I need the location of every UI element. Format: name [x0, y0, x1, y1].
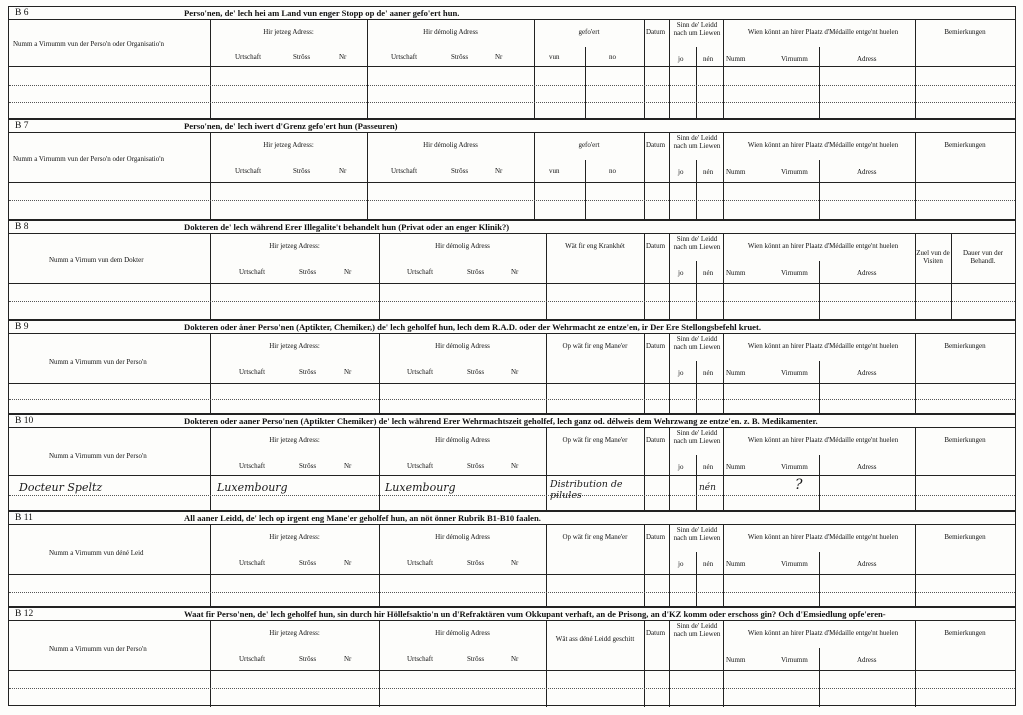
- header-nr: Nr: [339, 167, 347, 175]
- header-bemierkungen: Bemierkungen: [944, 342, 986, 350]
- section-b9: [8, 320, 1016, 414]
- header-numm: Numm: [726, 168, 746, 176]
- header-current-address: Hir jetzeg Adress:: [263, 141, 314, 149]
- header-numm: Numm: [726, 369, 746, 377]
- header-adress: Adress: [857, 463, 877, 471]
- header-current-address: Hir jetzeg Adress:: [269, 533, 320, 541]
- section-title: Dokteren oder aaner Perso'nen (Aptikter Chemiker) de' lech während Erer Wehrmachtszeit geholfef, lech ganz od. délweis dem Wehrzwang ze entze'en. z. B. Medikamenter.: [184, 416, 818, 426]
- section-b10: [8, 414, 1016, 511]
- entry-current-town: Luxembourg: [217, 481, 288, 494]
- header-nr: Nr: [495, 53, 503, 61]
- header-stross: Strôss: [293, 167, 311, 175]
- header-sinn: Sinn de' Leidd nach um Liewen: [673, 21, 721, 37]
- header-old-address: Hir démolig Adress: [435, 436, 490, 444]
- header-name: Numm a Virnum vun dem Dokter: [49, 256, 144, 264]
- header-urtschaft: Urtschaft: [235, 53, 262, 61]
- entry-manoeuvre: Distribution de pilules: [550, 479, 623, 501]
- section-b9-header: [9, 321, 1015, 334]
- header-manoeuvre: Op wät fir eng Mane'er: [562, 342, 628, 350]
- header-current-address: Hir jetzeg Adress:: [269, 436, 320, 444]
- header-old-address: Hir démolig Adress: [423, 141, 478, 149]
- header-nr: Nr: [511, 368, 519, 376]
- section-id: B 12: [15, 609, 34, 619]
- header-vun: vun: [549, 167, 560, 175]
- header-datum: Datum: [646, 141, 666, 149]
- header-name: Numm a Virnumm vun der Perso'n oder Organisatio'n: [13, 40, 164, 48]
- header-bemierkungen: Bemierkungen: [944, 141, 986, 149]
- header-gefoert: gefo'ert: [578, 141, 600, 149]
- section-id: B 9: [15, 322, 29, 332]
- header-sinn: Sinn de' Leidd nach um Liewen: [673, 622, 721, 638]
- header-old-address: Hir démolig Adress: [435, 242, 490, 250]
- header-medaille: Wien könnt an hirer Plaatz d'Médaille entge'nt huelen: [747, 436, 899, 444]
- header-nen: nén: [703, 369, 714, 377]
- header-nen: nén: [703, 55, 714, 63]
- header-virnumm: Virnumm: [781, 168, 808, 176]
- header-bemierkungen: Bemierkungen: [944, 28, 986, 36]
- header-urtschaft: Urtschaft: [407, 368, 434, 376]
- header-stross: Strôss: [467, 655, 485, 663]
- section-title: Dokteren de' lech während Erer Illegalite't behandelt hun (Privat oder an enger Klinik?): [184, 222, 510, 232]
- header-nr: Nr: [511, 655, 519, 663]
- header-datum: Datum: [646, 533, 666, 541]
- header-numm: Numm: [726, 55, 746, 63]
- header-zuel-visiten: Zuel vun de Visiten: [916, 249, 950, 265]
- header-stross: Strôss: [451, 53, 469, 61]
- entry-doctor-name: Docteur Speltz: [19, 481, 103, 494]
- header-urtschaft: Urtschaft: [235, 167, 262, 175]
- section-title: Waat fir Perso'nen, de' lech geholfef hun, sin durch hir Höllefsaktio'n un d'Refraktären vum Okkupant verhaft, an de Prisong, an d'KZ komm oder erschoss gin? Och d'Emsiedlung opfe'eren-: [184, 609, 886, 619]
- header-virnumm: Virnumm: [781, 656, 808, 664]
- header-stross: Strôss: [299, 655, 317, 663]
- section-b7: [8, 119, 1016, 220]
- header-jo: jo: [678, 269, 684, 277]
- header-medaille: Wien könnt an hirer Plaatz d'Médaille entge'nt huelen: [747, 342, 899, 350]
- section-id: B 10: [15, 416, 34, 426]
- header-old-address: Hir démolig Adress: [435, 533, 490, 541]
- section-b8-header: [9, 221, 1015, 234]
- header-name: Numm a Virnumm vun der Perso'n oder Organisatio'n: [13, 155, 164, 163]
- header-nr: Nr: [495, 167, 503, 175]
- section-title: All aaner Leidd, de' lech op irgent eng Mane'er geholfef hun, an nöt önner Rubrik B1-B10 faalen.: [184, 513, 541, 523]
- header-sinn: Sinn de' Leidd nach um Liewen: [673, 335, 721, 351]
- header-vun: vun: [549, 53, 560, 61]
- header-stross: Strôss: [299, 462, 317, 470]
- section-id: B 11: [15, 513, 33, 523]
- header-urtschaft: Urtschaft: [407, 268, 434, 276]
- header-nr: Nr: [344, 268, 352, 276]
- header-stross: Strôss: [467, 268, 485, 276]
- header-nr: Nr: [344, 368, 352, 376]
- header-sinn: Sinn de' Leidd nach um Liewen: [673, 235, 721, 251]
- section-title: Perso'nen, de' lech hei am Land vun enger Stopp op de' aaner gefo'ert hun.: [184, 8, 460, 18]
- header-stross: Strôss: [293, 53, 311, 61]
- header-sinn: Sinn de' Leidd nach um Liewen: [673, 134, 721, 150]
- header-adress: Adress: [857, 560, 877, 568]
- header-medaille: Wien könnt an hirer Plaatz d'Médaille entge'nt huelen: [747, 533, 899, 541]
- header-urtschaft: Urtschaft: [239, 268, 266, 276]
- header-current-address: Hir jetzeg Adress:: [269, 242, 320, 250]
- header-jo: jo: [678, 168, 684, 176]
- section-b10-header: [9, 415, 1015, 428]
- header-urtschaft: Urtschaft: [239, 655, 266, 663]
- header-old-address: Hir démolig Adress: [423, 28, 478, 36]
- header-urtschaft: Urtschaft: [407, 462, 434, 470]
- header-dauer: Dauer vun der Behandl.: [962, 249, 1004, 265]
- header-stross: Strôss: [467, 368, 485, 376]
- header-numm: Numm: [726, 269, 746, 277]
- header-nen: nén: [703, 168, 714, 176]
- header-urtschaft: Urtschaft: [239, 559, 266, 567]
- header-datum: Datum: [646, 629, 666, 637]
- section-id: B 8: [15, 222, 29, 232]
- header-stross: Strôss: [299, 268, 317, 276]
- header-current-address: Hir jetzeg Adress:: [269, 629, 320, 637]
- section-b6: [8, 6, 1016, 119]
- entry-old-town: Luxembourg: [385, 481, 456, 494]
- header-current-address: Hir jetzeg Adress:: [269, 342, 320, 350]
- header-datum: Datum: [646, 28, 666, 36]
- header-name: Numm a Virnumm vun déné Leid: [49, 549, 144, 557]
- section-b12-header: [9, 608, 1015, 621]
- header-numm: Numm: [726, 560, 746, 568]
- header-adress: Adress: [857, 369, 877, 377]
- header-old-address: Hir démolig Adress: [435, 629, 490, 637]
- header-nr: Nr: [344, 655, 352, 663]
- header-nr: Nr: [344, 559, 352, 567]
- header-urtschaft: Urtschaft: [407, 655, 434, 663]
- section-b11-header: [9, 512, 1015, 525]
- section-b8: [8, 220, 1016, 320]
- header-adress: Adress: [857, 656, 877, 664]
- header-urtschaft: Urtschaft: [239, 368, 266, 376]
- header-nr: Nr: [511, 462, 519, 470]
- section-b6-header: [9, 7, 1015, 20]
- section-id: B 7: [15, 121, 29, 131]
- header-bemierkungen: Bemierkungen: [944, 629, 986, 637]
- header-leidd-geschitt: Wät ass déné Leidd geschitt: [555, 635, 635, 643]
- header-virnumm: Virnumm: [781, 463, 808, 471]
- header-old-address: Hir démolig Adress: [435, 342, 490, 350]
- header-no: no: [609, 167, 616, 175]
- header-nen: nén: [703, 560, 714, 568]
- header-medaille: Wien könnt an hirer Plaatz d'Médaille entge'nt huelen: [747, 242, 899, 250]
- header-virnumm: Virnumm: [781, 55, 808, 63]
- header-urtschaft: Urtschaft: [391, 167, 418, 175]
- header-no: no: [609, 53, 616, 61]
- header-current-address: Hir jetzeg Adress:: [263, 28, 314, 36]
- section-title: Dokteren oder åner Perso'nen (Aptikter, Chemiker,) de' lech geholfef hun, lech dem R.A.D. oder der Wehrmacht ze entze'en, ir Der Ere Stellongsbefehl kruet.: [184, 322, 761, 332]
- header-stross: Strôss: [299, 368, 317, 376]
- section-title: Perso'nen, de' lech iwert d'Grenz gefo'ert hun (Passeuren): [184, 121, 398, 131]
- header-manoeuvre: Op wät fir eng Mane'er: [562, 533, 628, 541]
- header-jo: jo: [678, 463, 684, 471]
- section-b11: [8, 511, 1016, 607]
- section-b12: [8, 607, 1016, 706]
- header-urtschaft: Urtschaft: [391, 53, 418, 61]
- header-jo: jo: [678, 560, 684, 568]
- header-name: Numm a Virnumm vun der Perso'n: [49, 358, 147, 366]
- header-virnumm: Virnumm: [781, 269, 808, 277]
- header-gefoert: gefo'ert: [578, 28, 600, 36]
- section-b7-header: [9, 120, 1015, 133]
- header-stross: Strôss: [467, 462, 485, 470]
- header-datum: Datum: [646, 242, 666, 250]
- section-id: B 6: [15, 8, 29, 18]
- header-datum: Datum: [646, 436, 666, 444]
- header-medaille: Wien könnt an hirer Plaatz d'Médaille entge'nt huelen: [747, 629, 899, 637]
- header-datum: Datum: [646, 342, 666, 350]
- header-sinn: Sinn de' Leidd nach um Liewen: [673, 429, 721, 445]
- header-bemierkungen: Bemierkungen: [944, 436, 986, 444]
- header-name: Numm a Virnumm vun der Perso'n: [49, 452, 147, 460]
- header-stross: Strôss: [299, 559, 317, 567]
- header-sinn: Sinn de' Leidd nach um Liewen: [673, 526, 721, 542]
- header-adress: Adress: [857, 55, 877, 63]
- header-numm: Numm: [726, 463, 746, 471]
- header-adress: Adress: [857, 168, 877, 176]
- header-nr: Nr: [511, 559, 519, 567]
- header-adress: Adress: [857, 269, 877, 277]
- header-stross: Strôss: [467, 559, 485, 567]
- header-bemierkungen: Bemierkungen: [944, 533, 986, 541]
- header-nr: Nr: [344, 462, 352, 470]
- header-virnumm: Virnumm: [781, 369, 808, 377]
- header-jo: jo: [678, 369, 684, 377]
- header-nr: Nr: [339, 53, 347, 61]
- header-nr: Nr: [511, 268, 519, 276]
- header-stross: Strôss: [451, 167, 469, 175]
- entry-nen: nén: [699, 483, 716, 493]
- header-medaille: Wien könnt an hirer Plaatz d'Médaille entge'nt huelen: [747, 141, 899, 149]
- header-urtschaft: Urtschaft: [239, 462, 266, 470]
- header-krankheet: Wät fir eng Krankhét: [565, 242, 625, 250]
- header-name: Numm a Virnumm vun der Perso'n: [49, 645, 147, 653]
- entry-medaille: ?: [795, 477, 803, 493]
- header-urtschaft: Urtschaft: [407, 559, 434, 567]
- header-jo: jo: [678, 55, 684, 63]
- header-nen: nén: [703, 269, 714, 277]
- header-medaille: Wien könnt an hirer Plaatz d'Médaille entge'nt huelen: [747, 28, 899, 36]
- header-manoeuvre: Op wät fir eng Mane'er: [562, 436, 628, 444]
- header-numm: Numm: [726, 656, 746, 664]
- header-virnumm: Virnumm: [781, 560, 808, 568]
- header-nen: nén: [703, 463, 714, 471]
